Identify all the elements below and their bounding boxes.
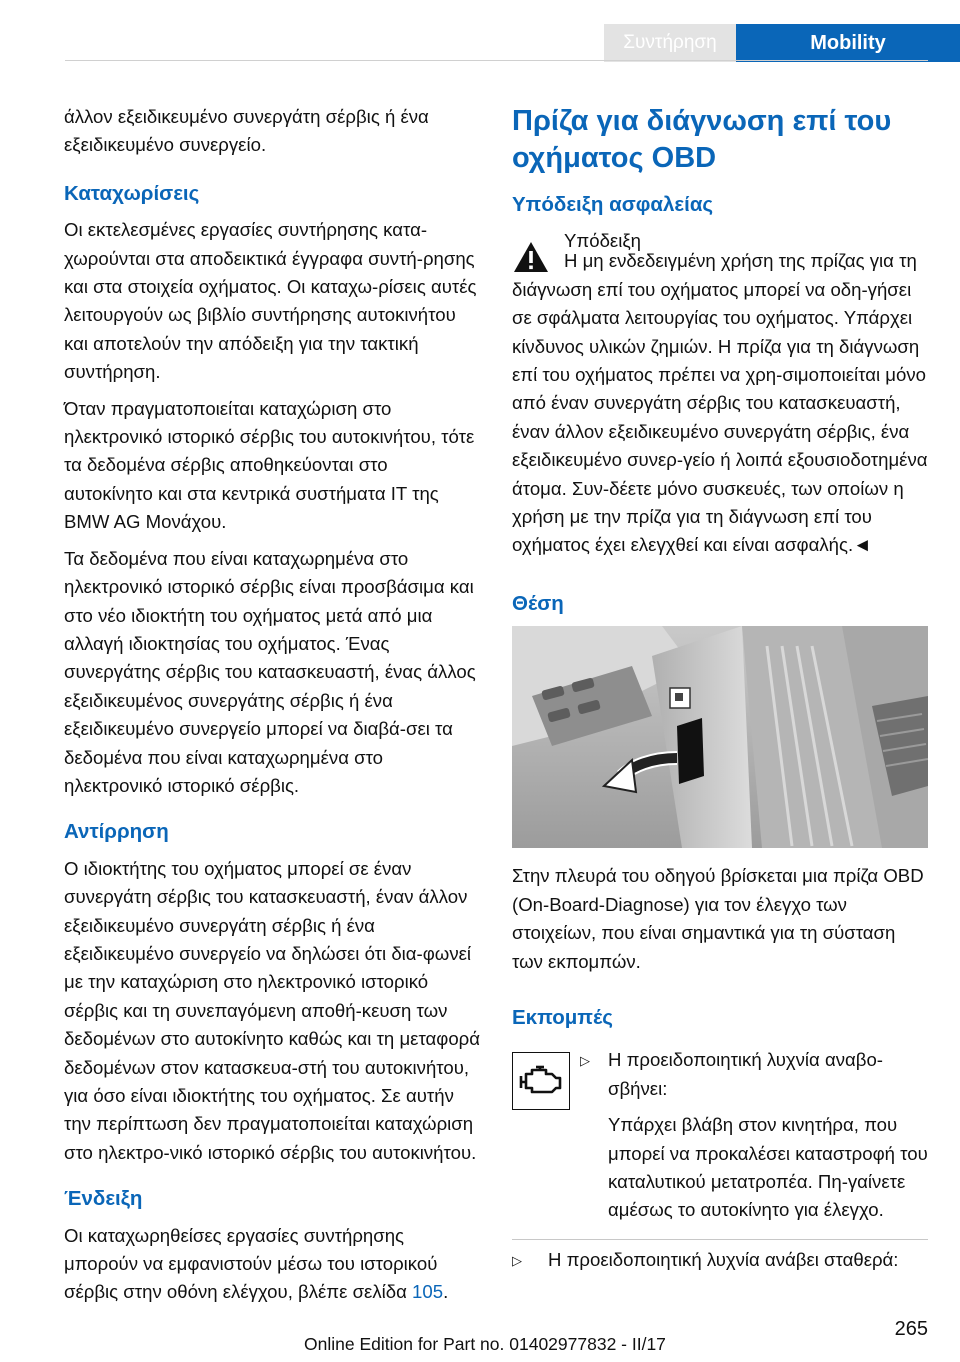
paragraph-position: Στην πλευρά του οδηγού βρίσκεται μια πρίζα OBD (On-Board-Diagnose) για τον έλεγχο των στοιχείων, που είναι σημαντικά για τη σύσταση των εκπομπών. <box>512 865 924 972</box>
paragraph: άλλον εξειδικευμένο συνεργάτη σέρβις ή ένα εξειδικευμένο συνεργείο. <box>64 106 429 156</box>
bullet-icon: ▷ <box>512 1252 522 1268</box>
header-rule <box>65 60 928 61</box>
heading-display: Ένδειξη <box>64 1187 143 1211</box>
section-title: Πρίζα για διάγνωση επί του οχήματος OBD <box>512 105 892 174</box>
heading-position: Θέση <box>512 591 564 615</box>
heading-objection: Αντίρρηση <box>64 820 169 844</box>
list-item <box>512 1246 928 1275</box>
paragraph: Όταν πραγματοποιείται καταχώριση στο ηλεκτρονικό ιστορικό σέρβις του αυτοκινήτου, τότε τα δεδομένα σέρβις αποθηκεύονται στο αυτοκίνητο και στα κεντρικά συστήματα IT της BMW AG Μονάχου. <box>64 397 475 533</box>
paragraph: Τα δεδομένα που είναι καταχωρημένα στο ηλεκτρονικό ιστορικό σέρβις είναι προσβάσιμα και στο νέο ιδιοκτήτη του οχήματος μετά από μια αλλαγή ιδιοκτησίας του οχήματος. Ένας συνεργάτης σέρβις του κατασκευαστή, ένας άλλος εξειδικευμένος συνεργάτης σέρβις ή ένα εξειδικευμένο συνεργείο μπορεί να διαβά‐σει τα δεδομένα που είναι καταχωρημένα στο ηλεκτρονικό ιστορικό σέρβις. <box>64 547 476 796</box>
header-tabs <box>604 24 960 62</box>
chapter-tab: Mobility <box>736 24 960 62</box>
warning-label: Υπόδειξη <box>564 230 642 252</box>
paragraph: Ο ιδιοκτήτης του οχήματος μπορεί σε έναν συνεργάτη σέρβις του κατασκευαστή, έναν άλλον εξειδικευμένο συνεργάτη σέρβις ή ένα εξειδικευμένο συνεργείο να δηλώσει ότι δια‐φωνεί με την καταχώριση στο ηλεκτρονικό ιστορικό σέρβις και τη συνεπαγόμενη αποθή‐κευση των δεδομένων στο αυτοκίνητο καθώς και τη μεταφορά δεδομένων στον κατασκευα‐στή του αυτοκινήτου, για όσο είναι ιδιοκτήτης του οχήματος. Σε αυτήν την περίπτωση δεν πραγματοποιείται καταχώριση στο ηλεκτρο‐νικό ιστορικό σέρβις του αυτοκινήτου. <box>64 857 480 1163</box>
divider <box>512 1239 928 1240</box>
check-engine-icon <box>512 1052 570 1110</box>
paragraph: Οι εκτελεσμένες εργασίες συντήρησης κατα‐χωρούνται στα αποδεικτικά έγγραφα συντή‐ρησης και στα στοιχεία οχήματος. Οι καταχω‐ρίσεις αυτές λειτουργούν ως βιβλίο συντήρησης αυτοκινήτου και αποτελούν την απόδειξη για την τακτική συντήρηση. <box>64 219 477 383</box>
obd-location-photo <box>512 626 928 848</box>
heading-safety: Υπόδειξη ασφαλείας <box>512 193 714 216</box>
item-title: Η προειδοποιητική λυχνία αναβο‐σβήνει: <box>608 1049 883 1099</box>
section-tab: Συντήρηση <box>604 24 736 62</box>
item-title: Η προειδοποιητική λυχνία ανάβει σταθερά: <box>548 1248 899 1270</box>
page-link[interactable]: 105 <box>412 1281 444 1303</box>
bullet-icon: ▷ <box>580 1053 590 1069</box>
heading-records: Καταχωρίσεις <box>64 181 200 205</box>
car-interior-illustration <box>512 626 928 848</box>
heading-emissions: Εκπομπές <box>512 1005 613 1029</box>
list-item <box>580 1046 928 1232</box>
right-column <box>512 103 928 1275</box>
warning-text: Η μη ενδεδειγμένη χρήση της πρίζας για τη διάγνωση επί του οχήματος μπορεί να οδη‐γήσει σε σφάλματα λειτουργίας του οχήματος. Υπάρχει κίνδυνος υλικών ζημιών. Η πρίζα για τη διάγνωση επί του οχήματος πρέπει να χρη‐σιμοποιείται μόνο από έναν συνεργάτη σέρβις του κατασκευαστή, έναν άλλον εξειδικευμένο συνεργάτη σέρβις, ένα εξειδικευμένο συνερ‐γείο ή λοιπά εξουσιοδοτημένα άτομα. Συν‐δέετε μόνο συσκευές, των οποίων η χρήση με την πρίζα για τη διάγνωση επί του οχήματος έχει ελεγχθεί και είναι ασφαλής.◄ <box>512 250 928 556</box>
page-number: 265 <box>894 1318 928 1340</box>
paragraph-end: . <box>443 1281 449 1303</box>
emissions-list <box>512 1046 928 1232</box>
paragraph-with-link <box>64 1222 480 1307</box>
warning-triangle-icon <box>512 239 550 275</box>
paragraph-text: Οι καταχωρηθείσες εργασίες συντήρησης μπορούν να εμφανιστούν μέσω του ιστορικού σέρβις στην οθόνη ελέγχου, βλέπε σελίδα <box>64 1224 438 1303</box>
left-column <box>64 103 480 1315</box>
edition-footer: Online Edition for Part no. 01402977832 - II/17 <box>304 1334 666 1354</box>
item-text: Υπάρχει βλάβη στον κινητήρα, που μπορεί να προκαλέσει καταστροφή του καταλυτικού μετατροπέα. Πη‐γαίνετε αμέσως το αυτοκίνητο για έλεγχο. <box>608 1114 928 1221</box>
